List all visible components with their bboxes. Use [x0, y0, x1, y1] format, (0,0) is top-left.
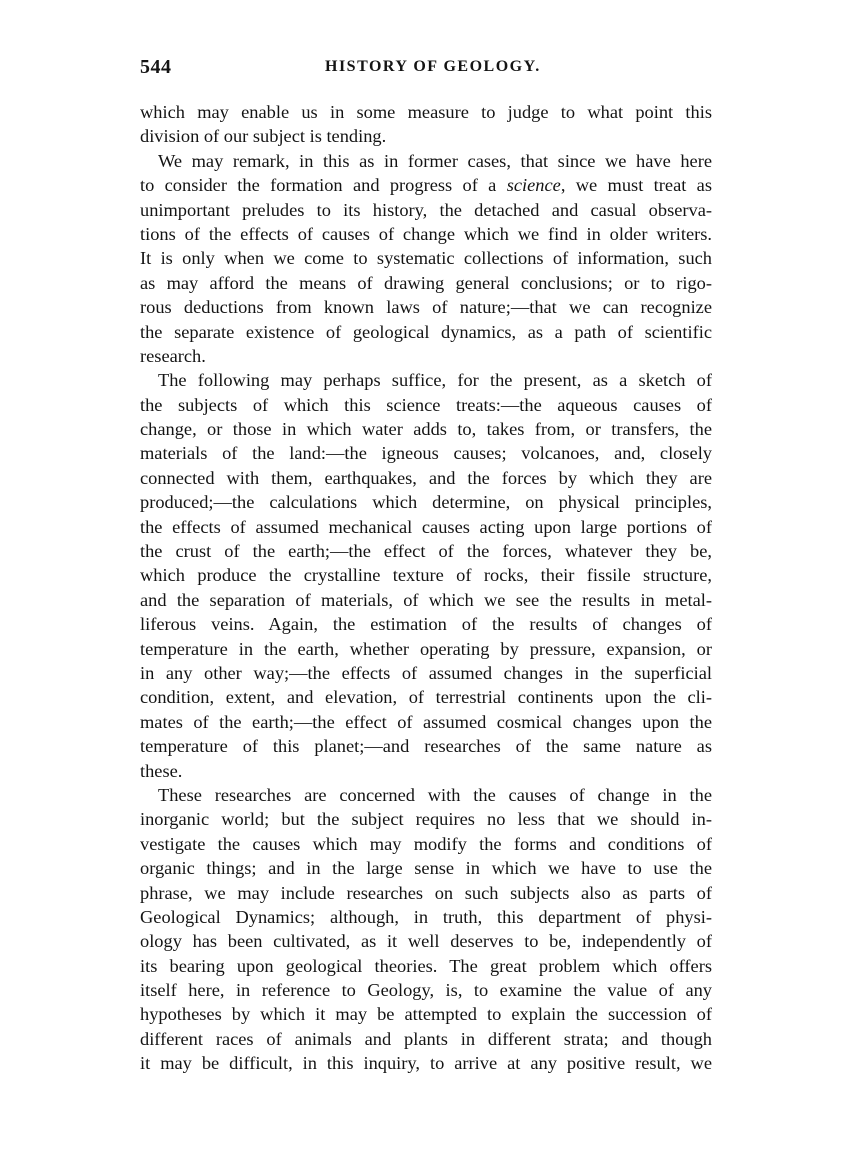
text-line: ology has been cultivated, as it well deserves to be, independently of	[140, 931, 712, 952]
text-line: it may be difficult, in this inquiry, to arrive at any positive result, we	[140, 1053, 712, 1074]
text-line: The following may perhaps suffice, for the present, as a sketch of	[158, 370, 712, 391]
emphasis-text: science	[506, 175, 561, 196]
text-line: liferous veins. Again, the estimation of the results of changes of	[140, 614, 712, 635]
text-line: these.	[140, 760, 183, 781]
text-line: mates of the earth;—the effect of assumed cosmical changes upon the	[140, 711, 712, 732]
text-line: which produce the crystalline texture of rocks, their fissile structure,	[140, 565, 712, 586]
text-line: its bearing upon geological theories. The great problem which offers	[140, 955, 712, 976]
body-text	[140, 100, 712, 1076]
page-header	[140, 56, 712, 86]
text-line: the crust of the earth;—the effect of the forces, whatever they be,	[140, 541, 712, 562]
text-line: division of our subject is tending.	[140, 126, 387, 147]
text-line: and the separation of materials, of which we see the results in metal-	[140, 589, 712, 610]
text-line: change, or those in which water adds to, takes from, or transfers, the	[140, 419, 712, 440]
text-line: temperature of this planet;—and researches of the same nature as	[140, 736, 712, 757]
text-line: organic things; and in the large sense in which we have to use the	[140, 858, 712, 879]
text-line: different races of animals and plants in different strata; and though	[140, 1028, 712, 1049]
text-line: research.	[140, 345, 206, 366]
text-line: condition, extent, and elevation, of terrestrial continents upon the cli-	[140, 687, 712, 708]
text-line: itself here, in reference to Geology, is, to examine the value of any	[140, 980, 712, 1001]
text-line: phrase, we may include researches on such subjects also as parts of	[140, 882, 712, 903]
text-line: temperature in the earth, whether operating by pressure, expansion, or	[140, 638, 712, 659]
text-line: Geological Dynamics; although, in truth, this department of physi-	[140, 906, 712, 927]
text-line: It is only when we come to systematic collections of information, such	[140, 248, 712, 269]
text-line: in any other way;—the effects of assumed changes in the superficial	[140, 662, 712, 683]
text-line: connected with them, earthquakes, and the forces by which they are	[140, 467, 712, 488]
text-line: tions of the effects of causes of change which we find in older writers.	[140, 223, 712, 244]
text-line: the separate existence of geological dynamics, as a path of scientific	[140, 321, 712, 342]
text-line: These researches are concerned with the causes of change in the	[158, 784, 712, 805]
text-line: produced;—the calculations which determine, on physical principles,	[140, 492, 712, 513]
text-line: unimportant preludes to its history, the detached and casual observa-	[140, 199, 712, 220]
text-line: We may remark, in this as in former cases, that since we have here	[158, 150, 712, 171]
text-line: materials of the land:—the igneous causes; volcanoes, and, closely	[140, 443, 712, 464]
text-line: to consider the formation and progress of a science, we must treat as	[140, 175, 712, 196]
page-number: 544	[140, 56, 172, 78]
text-line: hypotheses by which it may be attempted to explain the succession of	[140, 1004, 712, 1025]
running-title: HISTORY OF GEOLOGY.	[325, 58, 541, 75]
text-line: inorganic world; but the subject requires no less that we should in-	[140, 809, 712, 830]
text-line: the subjects of which this science treats:—the aqueous causes of	[140, 394, 712, 415]
text-line: the effects of assumed mechanical causes acting upon large portions of	[140, 516, 712, 537]
text-line: vestigate the causes which may modify the forms and conditions of	[140, 833, 712, 854]
text-line: rous deductions from known laws of nature;—that we can recognize	[140, 297, 712, 318]
text-line: as may afford the means of drawing general conclusions; or to rigo-	[140, 272, 712, 293]
text-line: which may enable us in some measure to judge to what point this	[140, 102, 712, 122]
